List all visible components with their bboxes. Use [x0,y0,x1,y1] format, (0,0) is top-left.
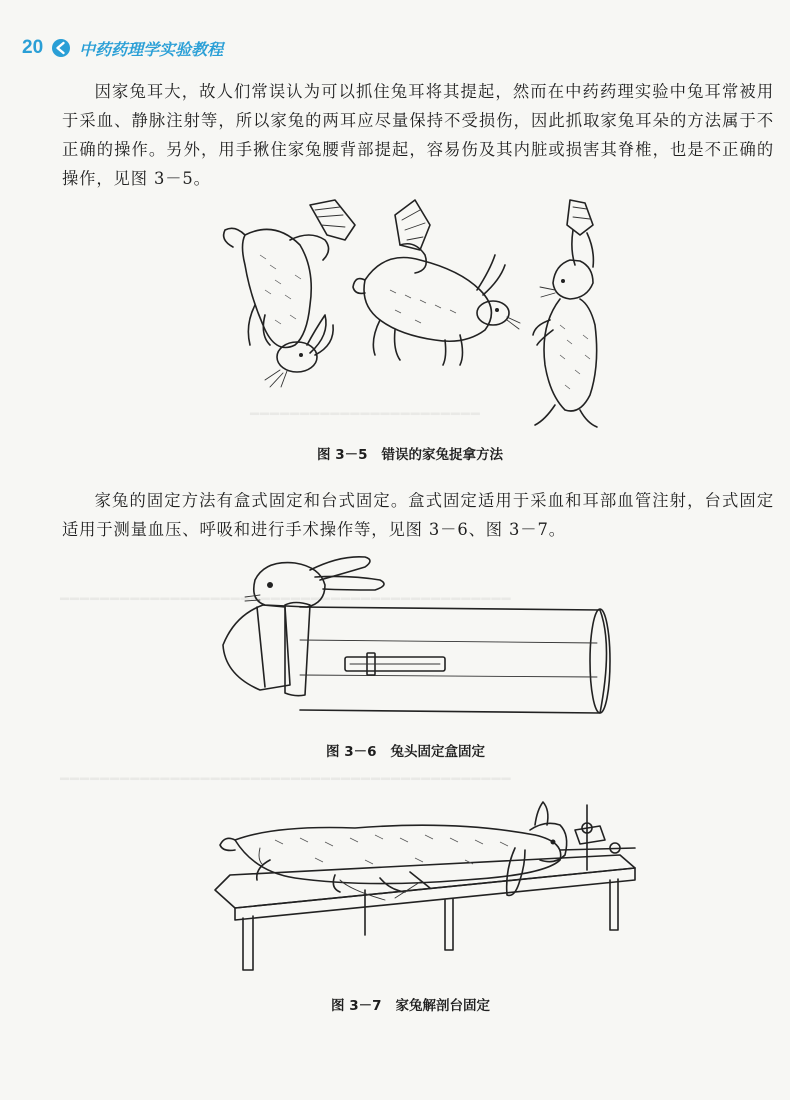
figure-number: 图 3－6 [326,744,377,760]
bleed-through-text: ━━━━━━━━━━━━━━━━━━━━━━━━━━━━━━━━━━━━━━━━━━━━━ [60,590,512,608]
rabbit-illustration-2 [353,200,520,365]
rabbit-illustration-1 [224,200,355,387]
figure-wrong-rabbit-handling [215,195,615,430]
bleed-through-text: ━━━━━━━━━━━━━━━━━━━━━━━ [250,405,481,423]
figure-rabbit-restraint-box [215,545,615,730]
figure-caption-text: 错误的家兔捉拿方法 [381,447,503,463]
figure-caption-text: 兔头固定盒固定 [390,744,485,760]
left-arrow-icon [51,38,71,58]
figure-number: 图 3－5 [317,447,368,463]
page-number: 20 [22,37,44,58]
figure-caption [326,740,485,760]
book-title: 中药药理学实验教程 [79,39,224,59]
body-paragraph: 因家兔耳大，故人们常误认为可以抓住兔耳将其提起，然而在中药药理实验中兔耳常被用于采血、静脉注射等，所以家兔的两耳应尽量保持不受损伤，因此抓取家兔耳朵的方法属于不正确的操作。另外，用手揪住家兔腰背部提起，容易伤及其内脏或损害其脊椎，也是不正确的操作，见图 3－5。 [62,82,774,188]
figure-number: 图 3－7 [331,998,382,1014]
figure-caption [317,443,503,463]
rabbit-illustration-3 [533,200,597,427]
figure-caption [331,994,490,1014]
figure-caption-text: 家兔解剖台固定 [395,998,490,1014]
body-paragraph: 家兔的固定方法有盒式固定和台式固定。盒式固定适用于采血和耳部血管注射，台式固定适用于测量血压、呼吸和进行手术操作等，见图 3－6、图 3－7。 [62,491,774,539]
figure-rabbit-dissection-table [215,780,665,980]
bleed-through-text: ━━━━━━━━━━━━━━━━━━━━━━━━━━━━━━━━━━━━━━━━━━━━━ [60,770,512,788]
running-header [22,34,223,62]
